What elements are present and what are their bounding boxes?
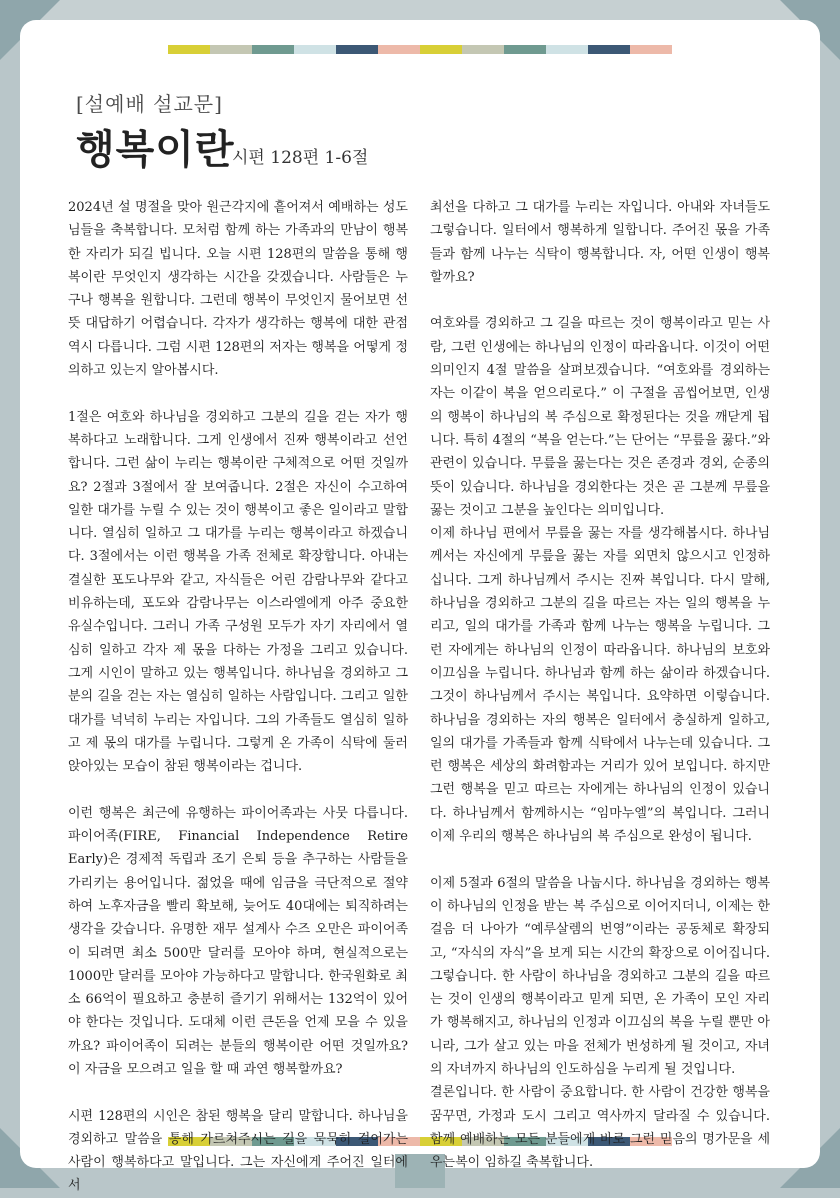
document-subtitle: [설예배 설교문] (76, 92, 223, 116)
right-column (430, 196, 770, 1174)
color-stripe-segment (462, 45, 504, 54)
color-stripe-segment (252, 45, 294, 54)
color-stripe-segment (336, 45, 378, 54)
color-stripe-segment (378, 45, 420, 54)
paragraph: 1절은 여호와 하나님을 경외하고 그분의 길을 걷는 자가 행복하다고 노래합니다. 그게 인생에서 진짜 행복이라고 선언합니다. 그런 삶이 누리는 행복이란 구체적으로 어떤 것일까요? 2절과 3절에서 잘 보여줍니다. 2절은 자신이 수고하여 일한 대가를 누릴 수 있는 것이 행복이고 좋은 일이라고 말합니다. 열심히 일하고 그 대가를 누리는 행복이라고 하겠습니다. 3절에서는 이런 행복을 가족 전체로 확장합니다. 아내는 결실한 포도나무와 같고, 자식들은 어린 감람나무와 같다고 비유하는데, 포도와 감람나무는 이스라엘에게 아주 중요한 유실수입니다. 그러니 가족 구성원 모두가 자기 자리에서 열심히 일하고 각자 제 몫을 다하는 가정을 그리고 있습니다. 그게 시인이 말하고 있는 행복입니다. 하나님을 경외하고 그분의 길을 걷는 자는 열심히 일하는 사람입니다. 그리고 일한 대가를 넉넉히 누리는 자입니다. 그의 가족들도 열심히 일하고 제 몫의 대가를 누립니다. 그렇게 온 가족이 식탁에 둘러 앉아있는 모습이 참된 행복이라는 겁니다. (68, 409, 408, 775)
paragraph: 여호와를 경외하고 그 길을 따르는 것이 행복이라고 믿는 사람, 그런 인생에는 하나님의 인정이 따라옵니다. 이것이 어떤 의미인지 4절 말씀을 살펴보겠습니다. “여호와를 경외하는 자는 이같이 복을 얻으리로다.” 이 구절을 곰씹어보면, 인생의 행복이 하나님의 복 주심으로 확정된다는 것을 깨닫게 됩니다. 특히 4절의 “복을 얻는다.”는 단어는 “무릎을 꿇다.”와 관련이 있습니다. 무릎을 꿇는다는 것은 존경과 경외, 순종의 뜻이 있습니다. 하나님을 경외한다는 것은 곧 그분께 무릎을 꿇는 것이고 그분을 높인다는 의미입니다. (430, 316, 770, 518)
paragraph: 결론입니다. 한 사람이 중요합니다. 한 사람이 건강한 행복을 꿈꾸면, 가정과 도시 그리고 역사까지 달라질 수 있습니다. 함께 예배하는 모든 분들에게 바로 그런 믿음의 명가문을 세우는복이 임하길 축복합니다. (430, 1085, 770, 1171)
color-stripe-segment (168, 45, 210, 54)
left-column (68, 196, 408, 1198)
color-stripe-segment (546, 45, 588, 54)
scripture-reference: 시편 128편 1-6절 (232, 148, 369, 168)
document-header (76, 88, 766, 180)
color-stripe-segment (210, 45, 252, 54)
paragraph: 2024년 설 명절을 맞아 원근각지에 흩어져서 예배하는 성도님들을 축복합니다. 모처럼 함께 하는 가족과의 만남이 행복한 자리가 되길 빕니다. 오늘 시편 128편의 말씀을 통해 행복이란 무엇인지 생각하는 시간을 갖겠습니다. 사람들은 누구나 행복을 원합니다. 그런데 행복이 무엇인지 물어보면 선뜻 대답하기 어렵습니다. 각자가 생각하는 행복에 대한 관점 역시 다릅니다. 그럼 시편 128편의 저자는 행복을 어떻게 정의하고 있는지 알아봅시다. (68, 200, 408, 379)
color-stripe-segment (294, 45, 336, 54)
paragraph: 이제 하나님 편에서 무릎을 꿇는 자를 생각해봅시다. 하나님께서는 자신에게 무릎을 꿇는 자를 외면치 않으시고 인정하십니다. 그게 하나님께서 주시는 진짜 복입니다. 다시 말해, 하나님을 경외하고 그분의 길을 따르는 자는 일의 행복을 누리고, 일의 대가를 가족과 함께 나누는 행복을 누립니다. 그런 자에게는 하나님의 인정이 따라옵니다. 하나님의 보호와 이끄심을 누립니다. 하나님과 함께 하는 삶이라 하겠습니다. 그것이 하나님께서 주시는 복입니다. 요약하면 이렇습니다. 하나님을 경외하는 자의 행복은 일터에서 충실하게 일하고, 일의 대가를 가족들과 함께 식탁에서 나누는데 있습니다. 그런 행복은 세상의 화려함과는 거리가 있어 보입니다. 하지만 그런 행복을 믿고 따르는 자에게는 하나님의 인정이 있습니다. 하나님께서 함께하시는 “임마누엘”의 복입니다. 그러니 이제 우리의 행복은 하나님의 복 주심으로 완성이 됩니다. (430, 526, 770, 845)
paragraph: 이제 5절과 6절의 말씀을 나눕시다. 하나님을 경외하는 행복이 하나님의 인정을 받는 복 주심으로 이어지더니, 이제는 한 걸음 더 나아가 “예루살렘의 번영”이라는 공동체로 확장되고, “자식의 자식”을 보게 되는 시간의 확장으로 이어집니다. 그렇습니다. 한 사람이 하나님을 경외하고 그분의 길을 따르는 것이 인생의 행복이라고 믿게 되면, 온 가족이 모인 자리가 행복해지고, 하나님의 인정과 이끄심의 복을 누릴 뿐만 아니라, 그가 살고 있는 마을 전체가 번성하게 될 것이고, 자녀의 자녀까지 하나님의 인도하심을 누리게 될 것입니다. (430, 875, 770, 1077)
color-stripe-segment (504, 45, 546, 54)
document-title: 행복이란 (76, 126, 235, 173)
paragraph: 시편 128편의 시인은 참된 행복을 달리 말합니다. 하나님을 경외하고 말씀을 통해 가르쳐주시는 길을 묵묵히 걸어가는 사람이 행복하다고 말입니다. 그는 자신에게 주어진 일터에서 (68, 1108, 408, 1194)
paragraph: 최선을 다하고 그 대가를 누리는 자입니다. 아내와 자녀들도 그렇습니다. 일터에서 행복하게 일합니다. 주어진 몫을 가족들과 함께 나누는 식탁이 행복합니다. 자, 어떤 인생이 행복할까요? (430, 200, 770, 285)
color-stripe-segment (588, 45, 630, 54)
color-stripe-bar-top (168, 45, 672, 54)
paragraph: 이런 행복은 최근에 유행하는 파이어족과는 사뭇 다릅니다. 파이어족(FIRE, Financial Independence Retire Early)은 경제적 독립과 조기 은퇴 등을 추구하는 사람들을 가리키는 용어입니다. 젊었을 때에 임금을 극단적으로 절약하여 노후자금을 빨리 확보해, 늦어도 40대에는 퇴직하려는 생각을 갖습니다. 유명한 재무 설계사 수즈 오만은 파이어족이 되려면 최소 500만 달러를 모아야 하며, 현실적으로는 1000만 달러를 모아야 가능하다고 말합니다. 한국원화로 최소 66억이 필요하고 충분히 즐기기 위해서는 132억이 있어야 한다는 것입니다. 도대체 이런 큰돈을 언제 모을 수 있을까요? 파이어족이 되려는 분들의 행복이란 어떤 것일까요? 이 자금을 모으려고 일을 할 때 과연 행복할까요? (68, 805, 408, 1077)
color-stripe-segment (630, 45, 672, 54)
color-stripe-segment (420, 45, 462, 54)
